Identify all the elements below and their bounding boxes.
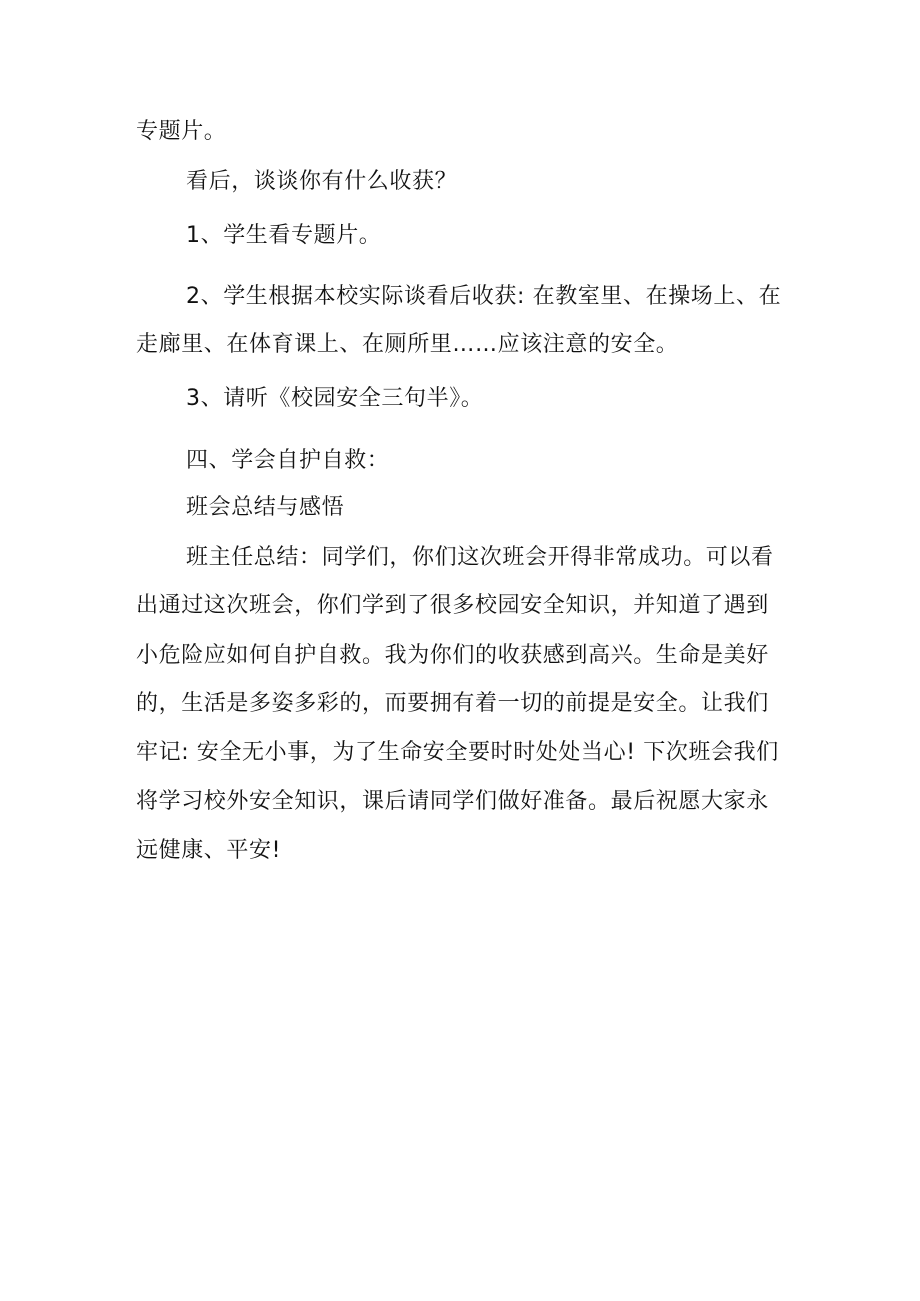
list-item-3: 3、请听《校园安全三句半》。	[186, 386, 484, 411]
subheading-summary: 班会总结与感悟	[186, 495, 345, 520]
summary-paragraph-line-5: 牢记: 安全无小事，为了生命安全要时时处处当心! 下次班会我们	[136, 740, 779, 765]
list-item-1: 1、学生看专题片。	[186, 223, 382, 248]
summary-paragraph-line-4: 的，生活是多姿多彩的，而要拥有着一切的前提是安全。让我们	[136, 691, 769, 716]
summary-paragraph-line-3: 小危险应如何自护自救。我为你们的收获感到高兴。生命是美好	[136, 643, 769, 668]
list-item-2-line-1: 2、学生根据本校实际谈看后收获: 在教室里、在操场上、在	[186, 284, 782, 309]
summary-paragraph-line-1: 班主任总结：同学们，你们这次班会开得非常成功。可以看	[186, 545, 774, 570]
section-heading-4: 四、学会自护自救：	[186, 448, 390, 473]
text-line-continuation: 专题片。	[136, 119, 227, 144]
list-item-2-line-2: 走廊里、在体育课上、在厕所里……应该注意的安全。	[136, 332, 679, 357]
summary-paragraph-line-6: 将学习校外安全知识，课后请同学们做好准备。最后祝愿大家永	[136, 789, 769, 814]
summary-paragraph-line-7: 远健康、平安!	[136, 838, 282, 863]
text-line-question: 看后，谈谈你有什么收获？	[186, 169, 458, 194]
summary-paragraph-line-2: 出通过这次班会，你们学到了很多校园安全知识，并知道了遇到	[136, 593, 769, 618]
